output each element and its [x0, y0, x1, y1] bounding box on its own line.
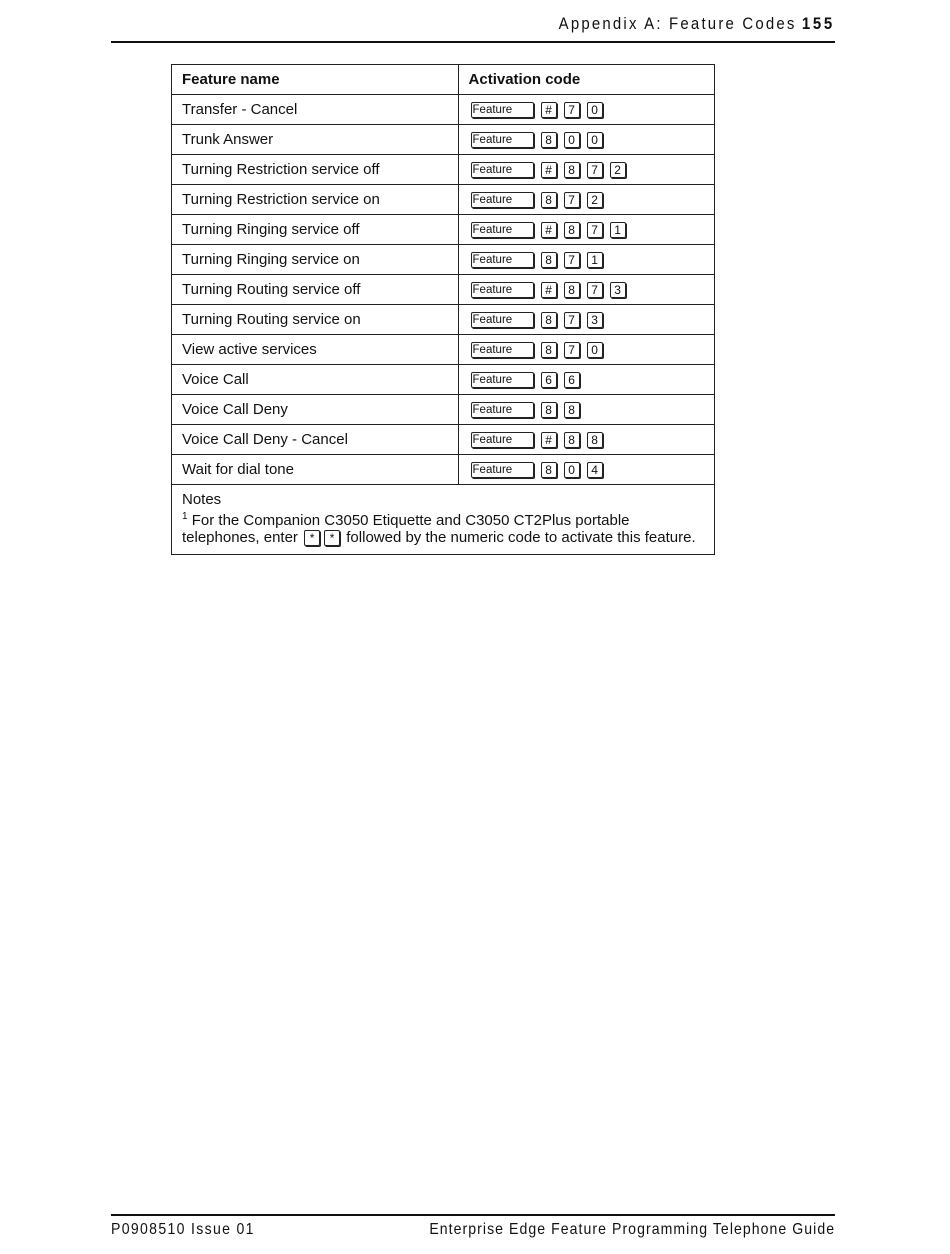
feature-name-cell: Transfer - Cancel	[172, 95, 459, 125]
key-sequence	[469, 342, 714, 358]
key-sequence	[469, 252, 714, 268]
digit-key: 6	[541, 372, 557, 388]
feature-key: Feature	[471, 342, 534, 358]
activation-code-cell	[458, 245, 714, 275]
digit-key: 8	[541, 252, 557, 268]
pound-key: #	[541, 162, 557, 178]
pound-key: #	[541, 102, 557, 118]
digit-key: 7	[587, 162, 603, 178]
activation-code-cell	[458, 155, 714, 185]
activation-code-cell	[458, 425, 714, 455]
feature-name-cell: Trunk Answer	[172, 125, 459, 155]
feature-key: Feature	[471, 102, 534, 118]
digit-key: 8	[541, 192, 557, 208]
table-row	[172, 275, 715, 305]
digit-key: 6	[564, 372, 580, 388]
header-text	[559, 14, 835, 34]
feature-key: Feature	[471, 372, 534, 388]
activation-code-cell	[458, 335, 714, 365]
table-row	[172, 425, 715, 455]
pound-key: #	[541, 282, 557, 298]
digit-key: 8	[541, 342, 557, 358]
table-row	[172, 395, 715, 425]
key-sequence	[469, 402, 714, 418]
page-footer	[111, 1214, 835, 1246]
activation-code-cell	[458, 305, 714, 335]
feature-key: Feature	[471, 312, 534, 328]
notes-cell	[172, 485, 715, 555]
feature-name-cell: Turning Ringing service on	[172, 245, 459, 275]
feature-key: Feature	[471, 192, 534, 208]
digit-key: 7	[564, 312, 580, 328]
digit-key: 8	[587, 432, 603, 448]
key-sequence	[469, 312, 714, 328]
table-row	[172, 455, 715, 485]
feature-key: Feature	[471, 132, 534, 148]
digit-key: 8	[541, 132, 557, 148]
digit-key: 1	[587, 252, 603, 268]
activation-code-cell	[458, 125, 714, 155]
column-header-activation-code: Activation code	[458, 65, 714, 95]
digit-key: 2	[587, 192, 603, 208]
footnote	[182, 512, 696, 546]
footnote-marker: 1	[182, 511, 188, 522]
column-header-feature-name: Feature name	[172, 65, 459, 95]
digit-key: 8	[541, 462, 557, 478]
activation-code-cell	[458, 275, 714, 305]
key-sequence	[469, 372, 714, 388]
key-sequence	[469, 462, 714, 478]
feature-key: Feature	[471, 252, 534, 268]
table-row	[172, 215, 715, 245]
feature-key: Feature	[471, 222, 534, 238]
digit-key: 8	[564, 222, 580, 238]
feature-codes-table	[171, 64, 715, 555]
feature-name-cell: Turning Restriction service off	[172, 155, 459, 185]
page-number: 155	[802, 14, 835, 33]
digit-key: 0	[587, 102, 603, 118]
footnote-text-before: For the Companion C3050 Etiquette and C3050 CT2Plus portable telephones, enter	[182, 512, 630, 546]
digit-key: 7	[564, 192, 580, 208]
digit-key: 8	[541, 312, 557, 328]
pound-key: #	[541, 222, 557, 238]
digit-key: 8	[564, 432, 580, 448]
feature-name-cell: Turning Restriction service on	[172, 185, 459, 215]
notes-row	[172, 485, 715, 555]
star-key: *	[304, 530, 320, 546]
digit-key: 7	[564, 252, 580, 268]
table-row	[172, 365, 715, 395]
feature-key: Feature	[471, 282, 534, 298]
pound-key: #	[541, 432, 557, 448]
key-sequence	[469, 282, 714, 298]
activation-code-cell	[458, 215, 714, 245]
header-section-title: Appendix A: Feature Codes	[558, 14, 797, 33]
feature-name-cell: View active services	[172, 335, 459, 365]
digit-key: 3	[610, 282, 626, 298]
key-sequence	[469, 132, 714, 148]
feature-name-cell: Voice Call	[172, 365, 459, 395]
table-row	[172, 155, 715, 185]
footnote-text-after: followed by the numeric code to activate this feature.	[346, 529, 696, 546]
feature-key: Feature	[471, 402, 534, 418]
digit-key: 7	[564, 342, 580, 358]
digit-key: 8	[564, 282, 580, 298]
digit-key: 0	[587, 132, 603, 148]
digit-key: 4	[587, 462, 603, 478]
activation-code-cell	[458, 455, 714, 485]
page-header	[111, 12, 835, 43]
feature-key: Feature	[471, 162, 534, 178]
key-sequence	[469, 222, 714, 238]
key-sequence	[469, 192, 714, 208]
activation-code-cell	[458, 95, 714, 125]
star-key: *	[324, 530, 340, 546]
document-title: Enterprise Edge Feature Programming Telephone Guide	[429, 1221, 835, 1238]
key-sequence	[469, 432, 714, 448]
feature-name-cell: Turning Routing service off	[172, 275, 459, 305]
feature-name-cell: Turning Ringing service off	[172, 215, 459, 245]
activation-code-cell	[458, 185, 714, 215]
notes-title: Notes	[182, 491, 222, 508]
table-body	[172, 95, 715, 485]
key-sequence	[469, 102, 714, 118]
document-id: P0908510 Issue 01	[111, 1221, 255, 1238]
digit-key: 8	[541, 402, 557, 418]
digit-key: 3	[587, 312, 603, 328]
table-header-row	[172, 65, 715, 95]
digit-key: 8	[564, 162, 580, 178]
digit-key: 0	[587, 342, 603, 358]
feature-name-cell: Wait for dial tone	[172, 455, 459, 485]
table-row	[172, 125, 715, 155]
digit-key: 7	[564, 102, 580, 118]
key-sequence	[469, 162, 714, 178]
table-row	[172, 185, 715, 215]
digit-key: 7	[587, 222, 603, 238]
feature-name-cell: Voice Call Deny - Cancel	[172, 425, 459, 455]
feature-name-cell: Turning Routing service on	[172, 305, 459, 335]
table-row	[172, 245, 715, 275]
digit-key: 0	[564, 132, 580, 148]
feature-key: Feature	[471, 432, 534, 448]
digit-key: 2	[610, 162, 626, 178]
digit-key: 7	[587, 282, 603, 298]
activation-code-cell	[458, 395, 714, 425]
table-row	[172, 95, 715, 125]
table-row	[172, 305, 715, 335]
table-row	[172, 335, 715, 365]
digit-key: 0	[564, 462, 580, 478]
activation-code-cell	[458, 365, 714, 395]
digit-key: 8	[564, 402, 580, 418]
feature-name-cell: Voice Call Deny	[172, 395, 459, 425]
feature-key: Feature	[471, 462, 534, 478]
digit-key: 1	[610, 222, 626, 238]
